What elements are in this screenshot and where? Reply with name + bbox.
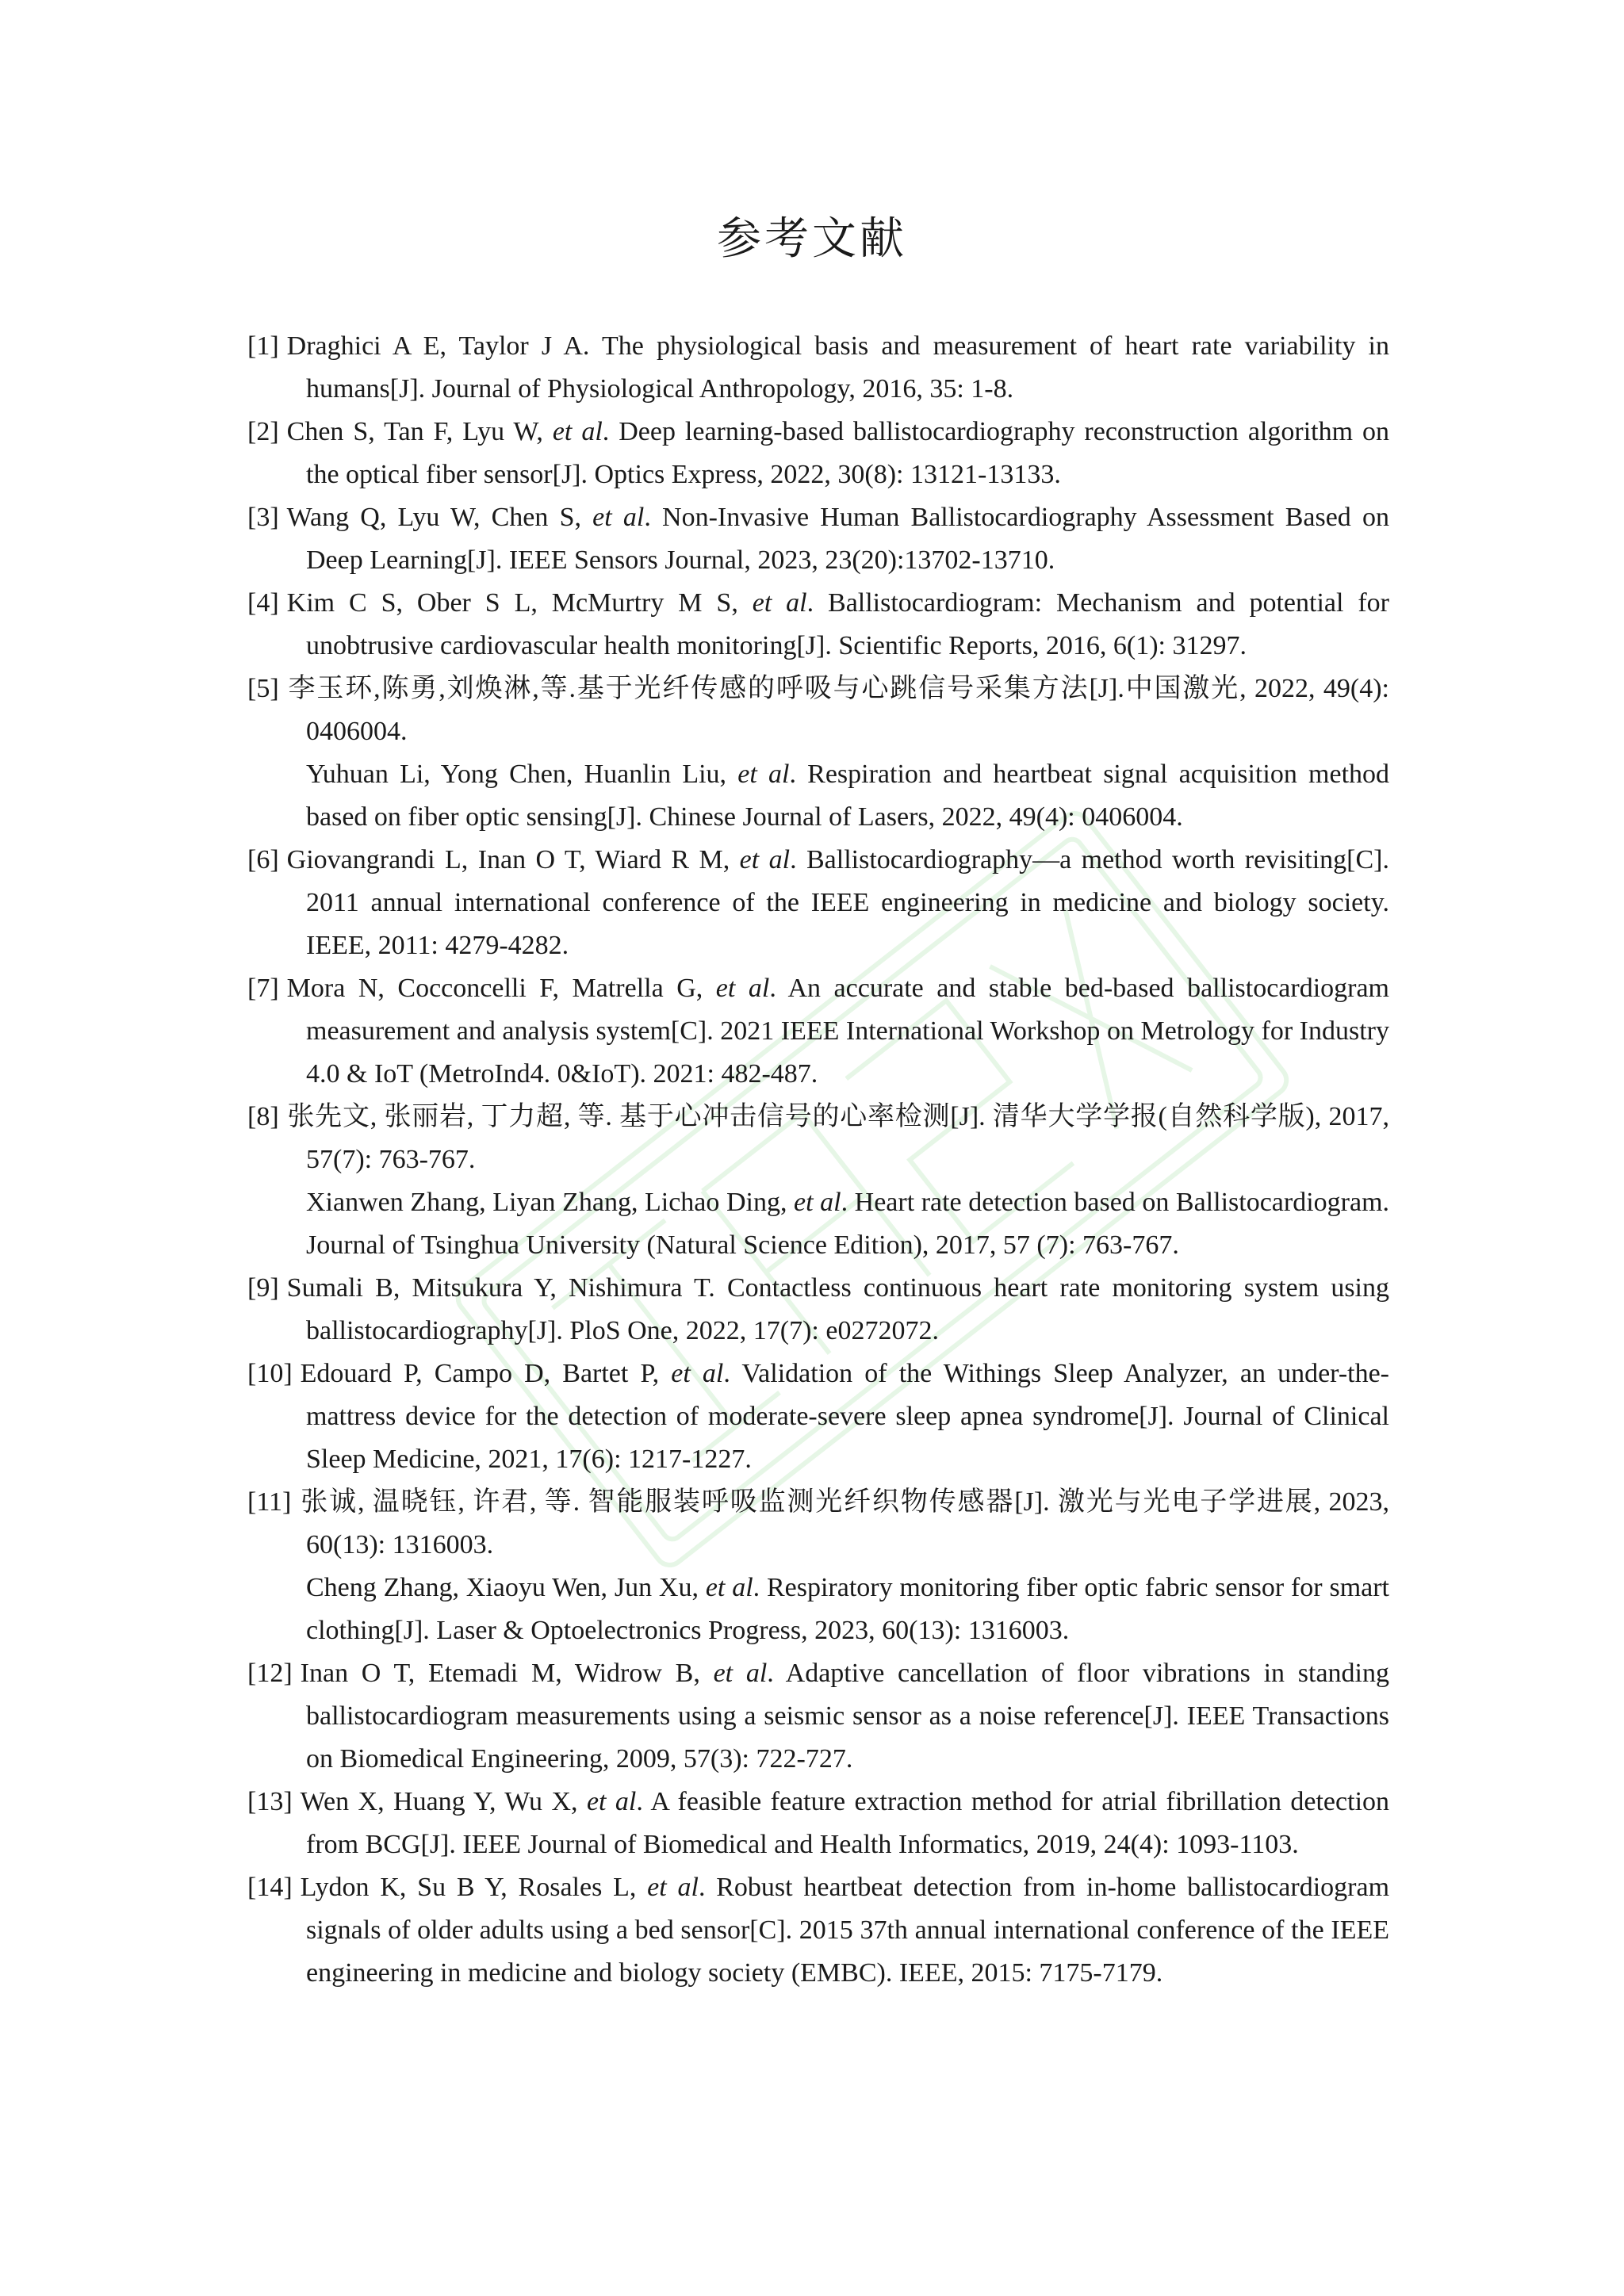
reference-et-al: et al <box>739 845 791 874</box>
reference-text-part: Lydon K, Su B Y, Rosales L, <box>300 1873 648 1902</box>
reference-number: [2] <box>247 417 279 446</box>
reference-text-part: . Non-Invasive Human Ballistocardiography Assessment Based on Deep Learning[J]. IEEE Sensors Journal, 2023, 23(20):13702-13710. <box>306 503 1389 575</box>
reference-text <box>247 1652 1390 1781</box>
reference-text-part: Wang Q, Lyu W, Chen S, <box>286 503 593 532</box>
reference-number: [10] <box>247 1359 293 1388</box>
reference-item <box>247 1096 1389 1267</box>
reference-text <box>247 411 1390 496</box>
reference-et-al: et al <box>715 974 770 1003</box>
reference-text-part: Chen S, Tan F, Lyu W, <box>286 417 553 446</box>
reference-translation <box>306 1181 1389 1267</box>
reference-item <box>247 411 1389 496</box>
reference-number: [1] <box>247 331 279 361</box>
reference-text-part: . Heart rate detection based on Ballistocardiogram. Journal of Tsinghua University (Natural Science Edition), 2017, 57 (7): 763-767. <box>306 1188 1390 1260</box>
reference-text-part: Giovangrandi L, Inan O T, Wiard R M, <box>286 845 740 874</box>
reference-number: [4] <box>247 588 279 618</box>
reference-text <box>247 582 1390 668</box>
reference-text-part: . A feasible feature extraction method for atrial fibrillation detection from BCG[J]. IEEE Journal of Biomedical and Health Informatics, 2019, 24(4): 1093-1103. <box>306 1787 1390 1859</box>
reference-number: [8] <box>247 1102 279 1131</box>
reference-et-al: et al <box>671 1359 724 1388</box>
reference-item <box>247 1267 1389 1353</box>
reference-list <box>247 325 1389 1995</box>
reference-text <box>247 668 1389 753</box>
reference-text-part: . Validation of the Withings Sleep Analyzer, an under-the-mattress device for the detection of moderate-severe sleep apnea syndrome[J]. Journal of Clinical Sleep Medicine, 2021, 17(6): 1217-1227. <box>306 1359 1389 1474</box>
reference-translation <box>306 1567 1389 1652</box>
reference-item <box>247 1481 1389 1652</box>
reference-text-part: 张先文, 张丽岩, 丁力超, 等. 基于心冲击信号的心率检测[J]. 清华大学学报(自然科学版), 2017, 57(7): 763-767. <box>286 1102 1389 1174</box>
reference-text-part: Wen X, Huang Y, Wu X, <box>300 1787 587 1816</box>
reference-text <box>247 1866 1390 1995</box>
reference-et-al: et al <box>586 1787 637 1816</box>
reference-item <box>247 582 1389 668</box>
reference-text <box>247 967 1390 1096</box>
reference-text-part: . Ballistocardiogram: Mechanism and potential for unobtrusive cardiovascular health monitoring[J]. Scientific Reports, 2016, 6(1): 31297. <box>306 588 1390 660</box>
reference-text-part: Mora N, Cocconcelli F, Matrella G, <box>286 974 716 1003</box>
reference-text <box>247 1267 1389 1353</box>
reference-number: [11] <box>247 1487 292 1517</box>
reference-text <box>247 325 1389 411</box>
reference-number: [3] <box>247 503 279 532</box>
reference-text-part: Cheng Zhang, Xiaoyu Wen, Jun Xu, <box>306 1573 706 1602</box>
reference-item <box>247 1353 1389 1481</box>
reference-text-part: . Ballistocardiography—a method worth revisiting[C]. 2011 annual international conference of the IEEE engineering in medicine and biology society. IEEE, 2011: 4279-4282. <box>306 845 1390 960</box>
reference-text-part: . Adaptive cancellation of floor vibrations in standing ballistocardiogram measurements using a seismic sensor as a noise reference[J]. IEEE Transactions on Biomedical Engineering, 2009, 57(3): 722-727. <box>306 1659 1390 1774</box>
reference-text-part: 李玉环,陈勇,刘焕淋,等.基于光纤传感的呼吸与心跳信号采集方法[J].中国激光, 2022, 49(4): 0406004. <box>286 674 1389 746</box>
reference-et-al: et al <box>737 760 790 789</box>
page-title: 参考文献 <box>717 215 907 264</box>
reference-text-part: Inan O T, Etemadi M, Widrow B, <box>300 1659 714 1688</box>
reference-text-part: Xianwen Zhang, Liyan Zhang, Lichao Ding, <box>306 1188 795 1217</box>
reference-item <box>247 839 1389 967</box>
reference-text-part: Sumali B, Mitsukura Y, Nishimura T. Contactless continuous heart rate monitoring system using ballistocardiography[J]. PloS One, 2022, 17(7): e0272072. <box>286 1273 1389 1345</box>
reference-text-part: 张诚, 温晓钰, 许君, 等. 智能服装呼吸监测光纤织物传感器[J]. 激光与光电子学进展, 2023, 60(13): 1316003. <box>299 1487 1389 1559</box>
reference-item <box>247 967 1389 1096</box>
reference-et-al: et al <box>752 588 807 618</box>
reference-text-part: Kim C S, Ober S L, McMurtry M S, <box>286 588 753 618</box>
reference-number: [12] <box>247 1659 293 1688</box>
reference-text <box>247 496 1389 582</box>
reference-number: [7] <box>247 974 279 1003</box>
reference-item <box>247 1781 1389 1866</box>
reference-number: [6] <box>247 845 279 874</box>
reference-et-al: et al <box>794 1188 841 1217</box>
reference-text-part: . Respiratory monitoring fiber optic fabric sensor for smart clothing[J]. Laser & Optoelectronics Progress, 2023, 60(13): 1316003. <box>306 1573 1389 1645</box>
reference-et-al: et al <box>592 503 645 532</box>
reference-text <box>247 839 1390 967</box>
reference-text-part: . An accurate and stable bed-based ballistocardiogram measurement and analysis system[C]. 2021 IEEE International Workshop on Metrology for Industry 4.0 & IoT (MetroInd4. 0&IoT). 2021: 482-487. <box>306 974 1390 1089</box>
reference-et-al: et al <box>647 1873 699 1902</box>
reference-text-part: Yuhuan Li, Yong Chen, Huanlin Liu, <box>306 760 738 789</box>
reference-text <box>247 1353 1389 1481</box>
reference-number: [14] <box>247 1873 293 1902</box>
reference-text-part: Draghici A E, Taylor J A. The physiological basis and measurement of heart rate variability in humans[J]. Journal of Physiological Anthropology, 2016, 35: 1-8. <box>286 331 1389 404</box>
reference-et-al: et al <box>705 1573 753 1602</box>
reference-item <box>247 325 1389 411</box>
reference-item <box>247 668 1389 839</box>
reference-number: [9] <box>247 1273 279 1303</box>
reference-text <box>247 1781 1390 1866</box>
reference-text-part: . Deep learning-based ballistocardiography reconstruction algorithm on the optical fiber sensor[J]. Optics Express, 2022, 30(8): 13121-13133. <box>306 417 1390 489</box>
reference-text-part: Edouard P, Campo D, Bartet P, <box>300 1359 672 1388</box>
reference-text <box>247 1481 1389 1567</box>
reference-text-part: . Respiration and heartbeat signal acquisition method based on fiber optic sensing[J]. Chinese Journal of Lasers, 2022, 49(4): 0406004. <box>306 760 1390 832</box>
reference-item <box>247 496 1389 582</box>
reference-number: [5] <box>247 674 279 703</box>
reference-number: [13] <box>247 1787 293 1816</box>
reference-item <box>247 1866 1389 1995</box>
reference-item <box>247 1652 1389 1781</box>
reference-et-al: et al <box>552 417 603 446</box>
reference-translation <box>306 753 1389 839</box>
reference-et-al: et al <box>713 1659 768 1688</box>
reference-text <box>247 1096 1389 1181</box>
reference-text-part: . Robust heartbeat detection from in-home ballistocardiogram signals of older adults using a bed sensor[C]. 2015 37th annual international conference of the IEEE engineering in medicine and biology society (EMBC). IEEE, 2015: 7175-7179. <box>306 1873 1390 1988</box>
